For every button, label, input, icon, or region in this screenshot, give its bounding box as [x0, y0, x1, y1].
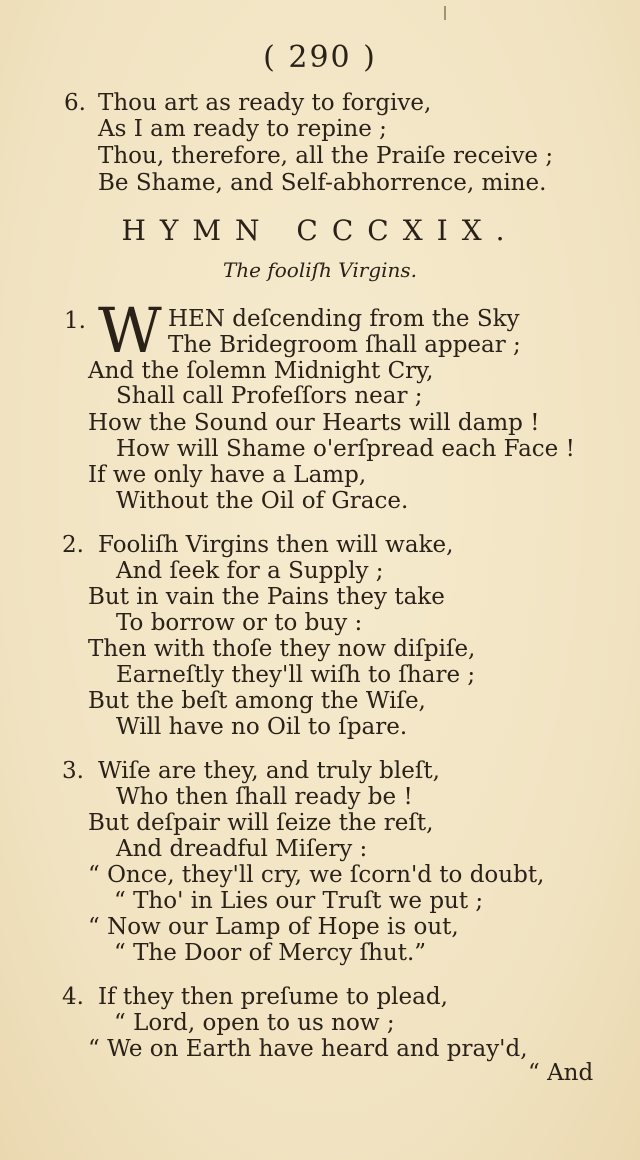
verse-line: How the Sound our Hearts will damp ! — [88, 410, 540, 436]
hymn-subtitle: The fooliſh Virgins. — [222, 258, 418, 282]
verse-line: How will Shame o'erſpread each Face ! — [116, 436, 575, 462]
stanza-number-4: 4. — [62, 984, 84, 1010]
drop-cap: W — [98, 294, 162, 367]
ink-speck — [444, 6, 446, 20]
verse-line: HEN deſcending from the Sky — [168, 306, 520, 332]
verse-line: “ We on Earth have heard and pray'd, — [88, 1036, 528, 1062]
verse-line: “ Tho' in Lies our Truſt we put ; — [114, 888, 484, 914]
verse-line: Who then ſhall ready be ! — [116, 784, 413, 810]
verse-line: And dreadful Miſery : — [116, 836, 368, 862]
stanza-number-1: 1. — [64, 308, 86, 334]
verse-line: “ The Door of Mercy ſhut.” — [114, 940, 427, 966]
verse-line: Without the Oil of Grace. — [116, 488, 409, 514]
verse-line: But in vain the Pains they take — [88, 584, 445, 610]
stanza-number-3: 3. — [62, 758, 84, 784]
verse-line: If they then preſume to plead, — [98, 984, 448, 1010]
verse-line: Earneſtly they'll wiſh to ſhare ; — [116, 662, 476, 688]
verse-line: If we only have a Lamp, — [88, 462, 367, 488]
page-number: ( 290 ) — [263, 40, 377, 75]
verse-line: “ Now our Lamp of Hope is out, — [88, 914, 459, 940]
verse-line: Wiſe are they, and truly bleſt, — [98, 758, 440, 784]
verse-line: As I am ready to repine ; — [98, 116, 387, 142]
verse-line: “ Once, they'll cry, we ſcorn'd to doubt, — [88, 862, 545, 888]
hymn-title: HYMN CCCXIX. — [121, 214, 519, 247]
verse-line: And the ſolemn Midnight Cry, — [88, 358, 434, 384]
verse-line: But the beſt among the Wiſe, — [88, 688, 426, 714]
verse-line: And ſeek for a Supply ; — [116, 558, 384, 584]
verse-line: But deſpair will ſeize the reſt, — [88, 810, 434, 836]
verse-line: The Bridegroom ſhall appear ; — [168, 332, 521, 358]
verse-line: Will have no Oil to ſpare. — [116, 714, 408, 740]
verse-line: Be Shame, and Self-abhorrence, mine. — [98, 170, 547, 196]
stanza-number-6: 6. — [64, 90, 86, 116]
verse-line: Fooliſh Virgins then will wake, — [98, 532, 454, 558]
verse-line: To borrow or to buy : — [116, 610, 363, 636]
catchword: “ And — [528, 1060, 594, 1086]
verse-line: Then with thoſe they now diſpiſe, — [88, 636, 476, 662]
verse-line: Thou art as ready to forgive, — [98, 90, 432, 116]
verse-line: “ Lord, open to us now ; — [114, 1010, 395, 1036]
stanza-number-2: 2. — [62, 532, 84, 558]
verse-line: Shall call Profeſſors near ; — [116, 383, 423, 409]
verse-line: Thou, therefore, all the Praiſe receive ; — [98, 143, 554, 169]
